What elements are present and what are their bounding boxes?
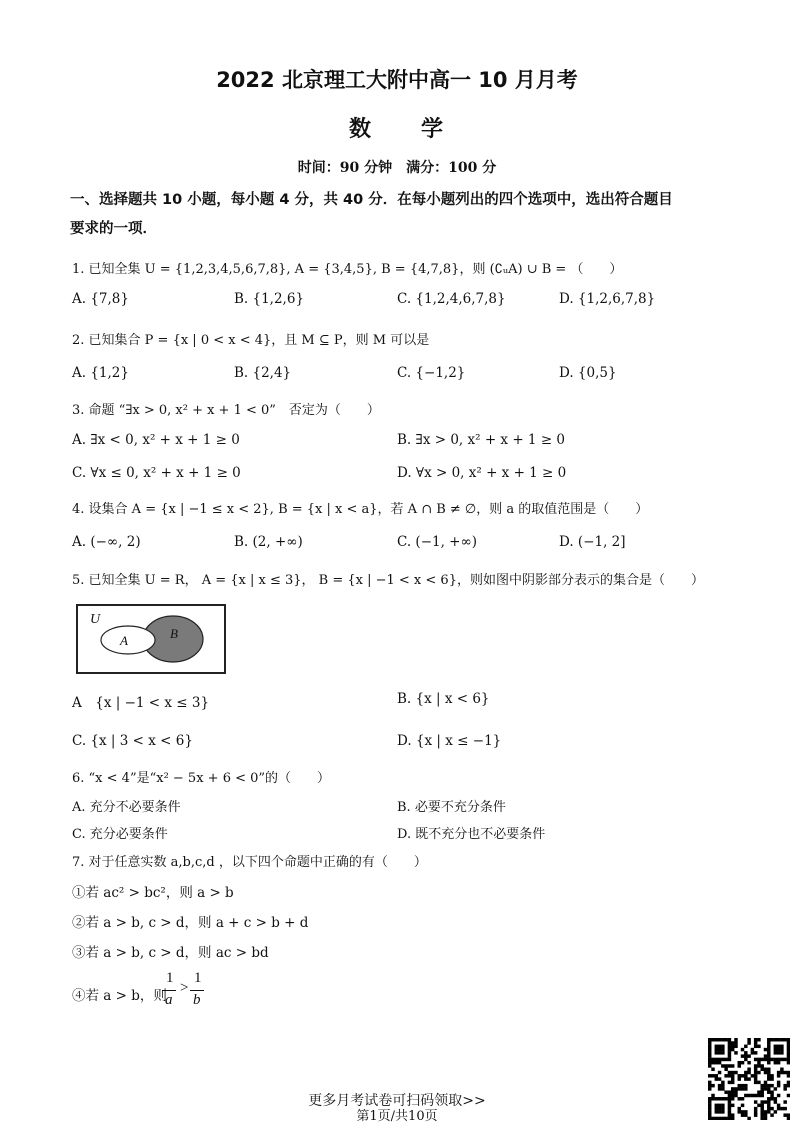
- qr-module: [757, 1045, 760, 1048]
- qr-module: [738, 1064, 741, 1067]
- frac-gt: >: [180, 980, 189, 996]
- qr-module: [780, 1048, 783, 1051]
- qr-module: [777, 1051, 780, 1054]
- qr-module: [711, 1061, 714, 1064]
- qr-module: [734, 1051, 737, 1054]
- qr-module: [754, 1038, 757, 1041]
- qr-module: [780, 1068, 783, 1071]
- question-2-stem: 2. 已知集合 P = {x | 0 < x < 4}，且 M ⊆ P，则 M 可以是: [72, 333, 430, 348]
- qr-module: [777, 1071, 780, 1074]
- qr-module: [728, 1081, 731, 1084]
- qr-module: [747, 1041, 750, 1044]
- qr-module: [708, 1051, 711, 1054]
- qr-module: [711, 1068, 714, 1071]
- q6-option-a: A. 充分不必要条件: [72, 800, 181, 815]
- qr-module: [747, 1061, 750, 1064]
- qr-module: [787, 1038, 790, 1041]
- q5-option-b: B. {x | x < 6}: [397, 691, 490, 707]
- qr-module: [715, 1045, 718, 1048]
- qr-module: [780, 1051, 783, 1054]
- qr-module: [734, 1071, 737, 1074]
- qr-module: [741, 1074, 744, 1077]
- qr-module: [764, 1084, 767, 1087]
- q2-option-d: D. {0,5}: [559, 365, 617, 381]
- qr-module: [754, 1041, 757, 1044]
- qr-module: [715, 1051, 718, 1054]
- subject-title: 数 学: [348, 117, 445, 142]
- qr-module: [767, 1061, 770, 1064]
- frac-left-num: 1: [166, 970, 174, 986]
- qr-module: [754, 1058, 757, 1061]
- qr-module: [731, 1048, 734, 1051]
- q1-option-c: C. {1,2,4,6,7,8}: [397, 291, 506, 307]
- q7-item-3: ③若 a > b, c > d，则 ac > bd: [72, 945, 269, 961]
- qr-module: [764, 1048, 767, 1051]
- qr-module: [718, 1077, 721, 1080]
- qr-module: [757, 1071, 760, 1074]
- q3-option-c: C. ∀x ≤ 0, x² + x + 1 ≥ 0: [72, 465, 241, 481]
- qr-module: [744, 1058, 747, 1061]
- q3-option-d: D. ∀x > 0, x² + x + 1 ≥ 0: [397, 465, 567, 481]
- qr-module: [741, 1048, 744, 1051]
- qr-module: [757, 1061, 760, 1064]
- section-heading-line1: 一、选择题共 10 小题，每小题 4 分，共 40 分．在每小题列出的四个选项中，选出符合题目: [70, 192, 673, 208]
- qr-module: [764, 1068, 767, 1071]
- qr-module: [744, 1051, 747, 1054]
- q5-option-d: D. {x | x ≤ −1}: [397, 733, 502, 749]
- qr-module: [731, 1074, 734, 1077]
- q5-option-a: A {x | −1 < x ≤ 3}: [72, 695, 210, 711]
- qr-module: [718, 1045, 721, 1048]
- qr-module: [724, 1068, 727, 1071]
- qr-module: [738, 1077, 741, 1080]
- qr-module: [721, 1048, 724, 1051]
- qr-module: [774, 1038, 777, 1041]
- qr-module: [774, 1045, 777, 1048]
- qr-module: [718, 1058, 721, 1061]
- qr-module: [783, 1084, 786, 1087]
- qr-module: [764, 1054, 767, 1057]
- qr-module: [767, 1077, 770, 1080]
- qr-module: [734, 1041, 737, 1044]
- qr-module: [721, 1038, 724, 1041]
- q7-item-4: ④若 a > b，则: [72, 988, 167, 1004]
- qr-module: [787, 1084, 790, 1087]
- qr-module: [724, 1064, 727, 1067]
- qr-module: [777, 1058, 780, 1061]
- qr-module: [767, 1084, 770, 1087]
- qr-module: [728, 1048, 731, 1051]
- qr-module: [747, 1071, 750, 1074]
- qr-module: [787, 1041, 790, 1044]
- qr-module: [783, 1038, 786, 1041]
- qr-module: [734, 1038, 737, 1041]
- qr-module: [777, 1045, 780, 1048]
- qr-module: [708, 1038, 711, 1041]
- q1-option-a: A. {7,8}: [72, 291, 129, 307]
- qr-module: [767, 1048, 770, 1051]
- qr-module: [738, 1074, 741, 1077]
- qr-module: [777, 1081, 780, 1084]
- qr-module: [721, 1045, 724, 1048]
- qr-module: [767, 1051, 770, 1054]
- footer-promo: 更多月考试卷可扫码领取>>: [308, 1093, 486, 1109]
- qr-module: [715, 1058, 718, 1061]
- qr-module: [711, 1038, 714, 1041]
- q2-option-a: A. {1,2}: [72, 365, 129, 381]
- qr-module: [754, 1081, 757, 1084]
- qr-module: [787, 1081, 790, 1084]
- qr-module: [777, 1084, 780, 1087]
- qr-module: [744, 1054, 747, 1057]
- qr-module: [708, 1045, 711, 1048]
- q1-option-d: D. {1,2,6,7,8}: [559, 291, 656, 307]
- qr-module: [764, 1058, 767, 1061]
- q3-option-a: A. ∃x < 0, x² + x + 1 ≥ 0: [72, 432, 240, 448]
- qr-module: [728, 1038, 731, 1041]
- qr-module: [747, 1068, 750, 1071]
- qr-module: [767, 1068, 770, 1071]
- qr-module: [708, 1061, 711, 1064]
- qr-module: [754, 1071, 757, 1074]
- qr-module: [715, 1074, 718, 1077]
- qr-module: [721, 1058, 724, 1061]
- qr-module: [774, 1048, 777, 1051]
- frac-right-num: 1: [194, 970, 202, 986]
- qr-module: [774, 1051, 777, 1054]
- qr-module: [767, 1038, 770, 1041]
- qr-module: [787, 1054, 790, 1057]
- qr-module: [721, 1081, 724, 1084]
- qr-module: [757, 1064, 760, 1067]
- qr-module: [767, 1071, 770, 1074]
- qr-module: [764, 1081, 767, 1084]
- qr-module: [757, 1081, 760, 1084]
- question-1-stem: 1. 已知全集 U = {1,2,3,4,5,6,7,8}, A = {3,4,5}, B = {4,7,8}，则 (∁ᵤA) ∪ B = （ ）: [72, 262, 623, 277]
- qr-module: [760, 1068, 763, 1071]
- qr-module: [728, 1074, 731, 1077]
- qr-module: [754, 1045, 757, 1048]
- set-a-ellipse: [101, 626, 155, 654]
- q3-option-b: B. ∃x > 0, x² + x + 1 ≥ 0: [397, 432, 566, 448]
- qr-module: [774, 1061, 777, 1064]
- qr-module: [738, 1084, 741, 1087]
- qr-module: [718, 1048, 721, 1051]
- qr-module: [724, 1038, 727, 1041]
- qr-module: [767, 1058, 770, 1061]
- q2-option-b: B. {2,4}: [234, 365, 292, 381]
- qr-module: [767, 1074, 770, 1077]
- qr-module: [715, 1061, 718, 1064]
- qr-module: [724, 1074, 727, 1077]
- frac-right-bar: [190, 990, 204, 991]
- qr-module: [721, 1064, 724, 1067]
- qr-module: [760, 1084, 763, 1087]
- qr-module: [787, 1045, 790, 1048]
- qr-module: [777, 1061, 780, 1064]
- page-number: 第1页/共10页: [356, 1109, 438, 1124]
- qr-module: [741, 1054, 744, 1057]
- qr-module: [774, 1058, 777, 1061]
- qr-module: [747, 1038, 750, 1041]
- question-6-stem: 6. “x < 4”是“x² − 5x + 6 < 0”的（ ）: [72, 771, 331, 786]
- qr-module: [754, 1077, 757, 1080]
- qr-module: [715, 1038, 718, 1041]
- qr-module: [770, 1077, 773, 1080]
- qr-module: [780, 1045, 783, 1048]
- qr-module: [741, 1061, 744, 1064]
- q4-option-d: D. (−1, 2]: [559, 534, 626, 550]
- page-title: 2022 北京理工大附中高一 10 月月考: [216, 68, 578, 92]
- qr-module: [724, 1058, 727, 1061]
- qr-module: [780, 1058, 783, 1061]
- qr-module: [787, 1051, 790, 1054]
- q2-option-c: C. {−1,2}: [397, 365, 466, 381]
- qr-module: [767, 1041, 770, 1044]
- qr-module: [708, 1074, 711, 1077]
- qr-module: [767, 1045, 770, 1048]
- qr-module: [787, 1058, 790, 1061]
- q4-option-b: B. (2, +∞): [234, 534, 303, 550]
- qr-module: [780, 1038, 783, 1041]
- qr-module: [780, 1071, 783, 1074]
- venn-label-b: B: [170, 626, 178, 641]
- qr-module: [708, 1064, 711, 1067]
- qr-module: [754, 1074, 757, 1077]
- qr-module: [754, 1068, 757, 1071]
- question-3-stem: 3. 命题 “∃x > 0, x² + x + 1 < 0” 否定为（ ）: [72, 403, 380, 418]
- qr-module: [718, 1061, 721, 1064]
- qr-module: [754, 1064, 757, 1067]
- qr-module: [770, 1038, 773, 1041]
- qr-module: [770, 1058, 773, 1061]
- qr-module: [744, 1045, 747, 1048]
- qr-module: [744, 1071, 747, 1074]
- qr-module: [770, 1084, 773, 1087]
- qr-module: [757, 1058, 760, 1061]
- q7-item-1: ①若 ac² > bc²，则 a > b: [72, 885, 234, 901]
- q5-option-c: C. {x | 3 < x < 6}: [72, 733, 193, 749]
- qr-module: [760, 1064, 763, 1067]
- qr-module: [708, 1041, 711, 1044]
- qr-module: [728, 1064, 731, 1067]
- qr-module: [787, 1071, 790, 1074]
- question-4-stem: 4. 设集合 A = {x | −1 ≤ x < 2}, B = {x | x < a}，若 A ∩ B ≠ ∅，则 a 的取值范围是（ ）: [72, 502, 649, 517]
- qr-module: [783, 1058, 786, 1061]
- qr-module: [754, 1051, 757, 1054]
- q7-fraction: [160, 970, 220, 1014]
- qr-module: [728, 1071, 731, 1074]
- section-heading-line2: 要求的一项．: [70, 221, 157, 237]
- qr-module: [711, 1084, 714, 1087]
- qr-module: [721, 1084, 724, 1087]
- qr-module: [708, 1084, 711, 1087]
- qr-module: [728, 1051, 731, 1054]
- qr-module: [787, 1074, 790, 1077]
- frac-left-den: a: [165, 992, 173, 1008]
- qr-module: [728, 1054, 731, 1057]
- question-7-stem: 7. 对于任意实数 a,b,c,d ，以下四个命题中正确的有（ ）: [72, 855, 427, 870]
- qr-module: [718, 1051, 721, 1054]
- q1-option-b: B. {1,2,6}: [234, 291, 305, 307]
- qr-module: [744, 1074, 747, 1077]
- qr-module: [764, 1071, 767, 1074]
- qr-module: [731, 1081, 734, 1084]
- qr-module: [718, 1084, 721, 1087]
- qr-module: [751, 1074, 754, 1077]
- qr-module: [721, 1051, 724, 1054]
- venn-label-u: U: [90, 612, 101, 627]
- qr-module: [711, 1058, 714, 1061]
- qr-module: [728, 1041, 731, 1044]
- qr-module: [728, 1058, 731, 1061]
- venn-diagram: [76, 604, 226, 674]
- qr-module: [731, 1077, 734, 1080]
- qr-module: [751, 1051, 754, 1054]
- frac-left-bar: [162, 990, 176, 991]
- qr-module: [751, 1048, 754, 1051]
- qr-module: [777, 1038, 780, 1041]
- qr-module: [715, 1048, 718, 1051]
- exam-meta: 时间：90 分钟 满分：100 分: [297, 160, 497, 176]
- qr-module: [744, 1077, 747, 1080]
- qr-module: [711, 1074, 714, 1077]
- frac-right-den: b: [193, 992, 201, 1008]
- qr-module: [747, 1054, 750, 1057]
- q6-option-b: B. 必要不充分条件: [397, 800, 506, 815]
- qr-module: [747, 1077, 750, 1080]
- q4-option-c: C. (−1, +∞): [397, 534, 478, 550]
- qr-module: [715, 1077, 718, 1080]
- qr-module: [777, 1074, 780, 1077]
- qr-module: [708, 1054, 711, 1057]
- qr-module: [708, 1081, 711, 1084]
- qr-module: [708, 1048, 711, 1051]
- qr-module: [757, 1038, 760, 1041]
- qr-module: [731, 1041, 734, 1044]
- qr-module: [731, 1064, 734, 1067]
- qr-module: [708, 1058, 711, 1061]
- q7-item-2: ②若 a > b, c > d，则 a + c > b + d: [72, 915, 309, 931]
- question-5-stem: 5. 已知全集 U = R， A = {x | x ≤ 3}， B = {x | −1 < x < 6}，则如图中阴影部分表示的集合是（ ）: [72, 573, 704, 588]
- qr-module: [734, 1045, 737, 1048]
- q6-option-c: C. 充分必要条件: [72, 827, 168, 842]
- qr-module: [731, 1045, 734, 1048]
- qr-module: [770, 1074, 773, 1077]
- qr-module: [760, 1058, 763, 1061]
- qr-module: [787, 1061, 790, 1064]
- qr-module: [738, 1061, 741, 1064]
- qr-module: [777, 1048, 780, 1051]
- venn-label-a: A: [120, 633, 128, 648]
- qr-module: [731, 1071, 734, 1074]
- q6-option-d: D. 既不充分也不必要条件: [397, 827, 546, 842]
- qr-module: [767, 1054, 770, 1057]
- qr-module: [744, 1084, 747, 1087]
- qr-module: [718, 1071, 721, 1074]
- qr-module: [783, 1071, 786, 1074]
- qr-module: [718, 1038, 721, 1041]
- qr-module: [728, 1045, 731, 1048]
- qr-module: [741, 1084, 744, 1087]
- q4-option-a: A. (−∞, 2): [72, 534, 141, 550]
- qr-module: [787, 1048, 790, 1051]
